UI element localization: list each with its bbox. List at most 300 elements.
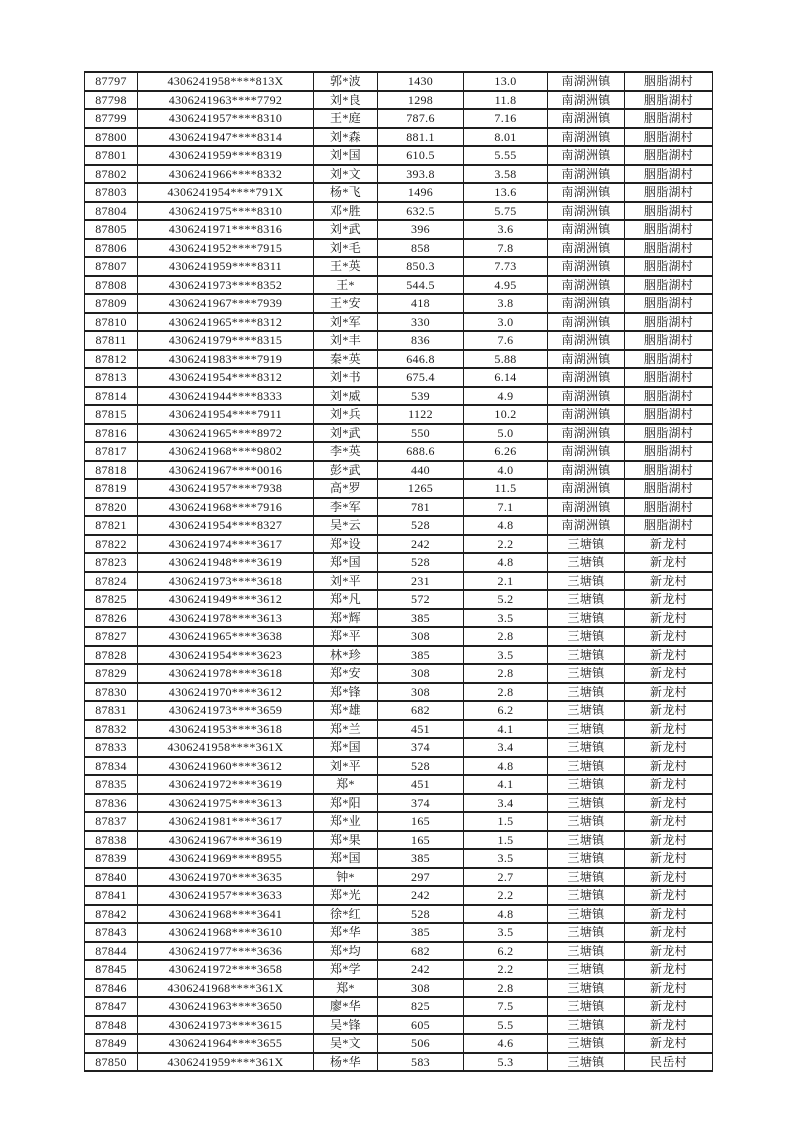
cell-name: 秦*英 [314, 350, 378, 369]
cell-percent: 6.2 [464, 701, 548, 720]
cell-percent: 5.75 [464, 202, 548, 221]
cell-serial: 87830 [85, 683, 138, 702]
cell-village: 胭脂湖村 [625, 516, 713, 535]
cell-serial: 87815 [85, 405, 138, 424]
cell-town: 南湖洲镇 [548, 239, 625, 258]
cell-name: 吴*云 [314, 516, 378, 535]
cell-village: 新龙村 [625, 720, 713, 739]
cell-village: 胭脂湖村 [625, 183, 713, 202]
cell-village: 新龙村 [625, 905, 713, 924]
cell-percent: 7.1 [464, 498, 548, 517]
cell-id-number: 4306241970****3635 [138, 868, 314, 887]
cell-village: 胭脂湖村 [625, 350, 713, 369]
cell-name: 郑*果 [314, 831, 378, 850]
cell-town: 南湖洲镇 [548, 498, 625, 517]
table-row [85, 609, 713, 628]
cell-village: 胭脂湖村 [625, 239, 713, 258]
cell-village: 胭脂湖村 [625, 165, 713, 184]
cell-amount: 165 [378, 812, 464, 831]
cell-amount: 418 [378, 294, 464, 313]
cell-percent: 1.5 [464, 812, 548, 831]
cell-amount: 1430 [378, 72, 464, 91]
cell-percent: 4.1 [464, 720, 548, 739]
cell-serial: 87814 [85, 387, 138, 406]
table-row [85, 1016, 713, 1035]
cell-serial: 87810 [85, 313, 138, 332]
cell-percent: 5.55 [464, 146, 548, 165]
cell-town: 三塘镇 [548, 979, 625, 998]
cell-amount: 374 [378, 738, 464, 757]
cell-amount: 610.5 [378, 146, 464, 165]
table-row [85, 313, 713, 332]
cell-amount: 165 [378, 831, 464, 850]
cell-id-number: 4306241954****791X [138, 183, 314, 202]
cell-percent: 4.95 [464, 276, 548, 295]
cell-town: 南湖洲镇 [548, 516, 625, 535]
cell-town: 南湖洲镇 [548, 109, 625, 128]
cell-id-number: 4306241967****0016 [138, 461, 314, 480]
cell-amount: 242 [378, 960, 464, 979]
cell-amount: 528 [378, 516, 464, 535]
cell-amount: 858 [378, 239, 464, 258]
cell-name: 吴*锋 [314, 1016, 378, 1035]
cell-percent: 5.2 [464, 590, 548, 609]
cell-town: 三塘镇 [548, 609, 625, 628]
cell-amount: 385 [378, 923, 464, 942]
cell-percent: 4.8 [464, 553, 548, 572]
cell-amount: 528 [378, 905, 464, 924]
cell-name: 林*珍 [314, 646, 378, 665]
cell-village: 新龙村 [625, 590, 713, 609]
table-row [85, 775, 713, 794]
cell-town: 三塘镇 [548, 701, 625, 720]
cell-name: 刘*武 [314, 220, 378, 239]
table-row [85, 979, 713, 998]
cell-id-number: 4306241963****3650 [138, 997, 314, 1016]
table-row [85, 461, 713, 480]
cell-town: 南湖洲镇 [548, 442, 625, 461]
cell-serial: 87813 [85, 368, 138, 387]
cell-amount: 646.8 [378, 350, 464, 369]
cell-name: 刘*森 [314, 128, 378, 147]
table-row [85, 91, 713, 110]
cell-village: 胭脂湖村 [625, 424, 713, 443]
cell-name: 郑* [314, 979, 378, 998]
cell-name: 王*英 [314, 257, 378, 276]
cell-id-number: 4306241947****8314 [138, 128, 314, 147]
cell-village: 新龙村 [625, 849, 713, 868]
table-row [85, 757, 713, 776]
cell-percent: 11.8 [464, 91, 548, 110]
cell-id-number: 4306241972****3658 [138, 960, 314, 979]
cell-serial: 87841 [85, 886, 138, 905]
cell-village: 胭脂湖村 [625, 368, 713, 387]
table-row [85, 997, 713, 1016]
cell-amount: 1122 [378, 405, 464, 424]
cell-id-number: 4306241954****8327 [138, 516, 314, 535]
cell-village: 胭脂湖村 [625, 128, 713, 147]
cell-percent: 2.8 [464, 664, 548, 683]
cell-name: 刘*平 [314, 572, 378, 591]
cell-id-number: 4306241977****3636 [138, 942, 314, 961]
cell-town: 南湖洲镇 [548, 165, 625, 184]
cell-percent: 7.8 [464, 239, 548, 258]
cell-name: 郑*凡 [314, 590, 378, 609]
cell-id-number: 4306241968****3610 [138, 923, 314, 942]
cell-amount: 605 [378, 1016, 464, 1035]
cell-id-number: 4306241975****3613 [138, 794, 314, 813]
cell-id-number: 4306241948****3619 [138, 553, 314, 572]
cell-village: 胭脂湖村 [625, 405, 713, 424]
cell-percent: 4.8 [464, 905, 548, 924]
cell-town: 南湖洲镇 [548, 202, 625, 221]
table-row [85, 239, 713, 258]
table-row [85, 405, 713, 424]
cell-amount: 850.3 [378, 257, 464, 276]
cell-name: 吴*文 [314, 1034, 378, 1053]
cell-amount: 572 [378, 590, 464, 609]
cell-serial: 87816 [85, 424, 138, 443]
cell-name: 刘*军 [314, 313, 378, 332]
cell-serial: 87806 [85, 239, 138, 258]
table-row [85, 183, 713, 202]
cell-id-number: 4306241958****361X [138, 738, 314, 757]
cell-name: 郑*锋 [314, 683, 378, 702]
cell-percent: 3.5 [464, 609, 548, 628]
cell-id-number: 4306241949****3612 [138, 590, 314, 609]
cell-serial: 87809 [85, 294, 138, 313]
cell-village: 新龙村 [625, 1034, 713, 1053]
cell-village: 新龙村 [625, 868, 713, 887]
cell-town: 三塘镇 [548, 923, 625, 942]
cell-percent: 2.8 [464, 683, 548, 702]
cell-village: 新龙村 [625, 960, 713, 979]
cell-percent: 4.6 [464, 1034, 548, 1053]
table-row [85, 683, 713, 702]
cell-amount: 242 [378, 535, 464, 554]
cell-amount: 881.1 [378, 128, 464, 147]
cell-id-number: 4306241952****7915 [138, 239, 314, 258]
cell-town: 三塘镇 [548, 720, 625, 739]
cell-amount: 385 [378, 609, 464, 628]
cell-percent: 10.2 [464, 405, 548, 424]
cell-name: 郑*雄 [314, 701, 378, 720]
cell-name: 李*军 [314, 498, 378, 517]
cell-amount: 385 [378, 646, 464, 665]
cell-id-number: 4306241959****361X [138, 1053, 314, 1072]
cell-name: 刘*威 [314, 387, 378, 406]
table-row [85, 942, 713, 961]
cell-town: 三塘镇 [548, 627, 625, 646]
table-row [85, 220, 713, 239]
table-row [85, 516, 713, 535]
cell-percent: 2.8 [464, 627, 548, 646]
cell-town: 南湖洲镇 [548, 368, 625, 387]
table-row [85, 553, 713, 572]
cell-serial: 87803 [85, 183, 138, 202]
cell-name: 刘*平 [314, 757, 378, 776]
cell-serial: 87824 [85, 572, 138, 591]
cell-town: 南湖洲镇 [548, 276, 625, 295]
cell-id-number: 4306241968****3641 [138, 905, 314, 924]
cell-name: 郑*光 [314, 886, 378, 905]
cell-id-number: 4306241968****7916 [138, 498, 314, 517]
cell-name: 郑*国 [314, 738, 378, 757]
cell-name: 高*罗 [314, 479, 378, 498]
cell-percent: 3.6 [464, 220, 548, 239]
cell-amount: 374 [378, 794, 464, 813]
cell-id-number: 4306241973****8352 [138, 276, 314, 295]
cell-amount: 682 [378, 701, 464, 720]
cell-serial: 87817 [85, 442, 138, 461]
cell-name: 王*庭 [314, 109, 378, 128]
table-row [85, 276, 713, 295]
cell-id-number: 4306241978****3618 [138, 664, 314, 683]
cell-percent: 2.2 [464, 535, 548, 554]
cell-percent: 2.2 [464, 960, 548, 979]
table-row [85, 331, 713, 350]
cell-serial: 87821 [85, 516, 138, 535]
cell-id-number: 4306241973****3615 [138, 1016, 314, 1035]
cell-amount: 781 [378, 498, 464, 517]
cell-serial: 87838 [85, 831, 138, 850]
cell-village: 新龙村 [625, 997, 713, 1016]
cell-id-number: 4306241963****7792 [138, 91, 314, 110]
cell-town: 南湖洲镇 [548, 479, 625, 498]
cell-percent: 7.73 [464, 257, 548, 276]
cell-serial: 87797 [85, 72, 138, 91]
cell-name: 郑*业 [314, 812, 378, 831]
cell-serial: 87836 [85, 794, 138, 813]
cell-name: 郑*安 [314, 664, 378, 683]
cell-village: 胭脂湖村 [625, 442, 713, 461]
cell-town: 南湖洲镇 [548, 72, 625, 91]
cell-id-number: 4306241944****8333 [138, 387, 314, 406]
cell-id-number: 4306241969****8955 [138, 849, 314, 868]
cell-serial: 87812 [85, 350, 138, 369]
cell-village: 新龙村 [625, 979, 713, 998]
table-row [85, 424, 713, 443]
cell-name: 刘*毛 [314, 239, 378, 258]
cell-serial: 87828 [85, 646, 138, 665]
cell-name: 邓*胜 [314, 202, 378, 221]
cell-percent: 3.5 [464, 849, 548, 868]
cell-town: 南湖洲镇 [548, 128, 625, 147]
cell-name: 郑*设 [314, 535, 378, 554]
cell-serial: 87826 [85, 609, 138, 628]
cell-town: 南湖洲镇 [548, 350, 625, 369]
cell-name: 刘*良 [314, 91, 378, 110]
cell-amount: 506 [378, 1034, 464, 1053]
table-row [85, 627, 713, 646]
cell-town: 三塘镇 [548, 905, 625, 924]
cell-name: 郑*辉 [314, 609, 378, 628]
cell-name: 杨*飞 [314, 183, 378, 202]
table-row [85, 498, 713, 517]
cell-id-number: 4306241954****7911 [138, 405, 314, 424]
cell-id-number: 4306241954****3623 [138, 646, 314, 665]
cell-amount: 787.6 [378, 109, 464, 128]
cell-serial: 87843 [85, 923, 138, 942]
cell-amount: 1265 [378, 479, 464, 498]
table-row [85, 572, 713, 591]
cell-village: 新龙村 [625, 683, 713, 702]
cell-id-number: 4306241954****8312 [138, 368, 314, 387]
cell-serial: 87825 [85, 590, 138, 609]
cell-id-number: 4306241953****3618 [138, 720, 314, 739]
cell-percent: 8.01 [464, 128, 548, 147]
cell-percent: 5.5 [464, 1016, 548, 1035]
table-row [85, 664, 713, 683]
cell-serial: 87850 [85, 1053, 138, 1072]
table-row [85, 442, 713, 461]
cell-serial: 87823 [85, 553, 138, 572]
table-row [85, 831, 713, 850]
cell-percent: 4.1 [464, 775, 548, 794]
cell-town: 三塘镇 [548, 960, 625, 979]
cell-percent: 7.5 [464, 997, 548, 1016]
cell-village: 新龙村 [625, 664, 713, 683]
cell-name: 郑*国 [314, 553, 378, 572]
cell-name: 郑* [314, 775, 378, 794]
cell-serial: 87849 [85, 1034, 138, 1053]
cell-name: 刘*书 [314, 368, 378, 387]
cell-amount: 308 [378, 683, 464, 702]
cell-amount: 308 [378, 664, 464, 683]
cell-serial: 87822 [85, 535, 138, 554]
cell-village: 胭脂湖村 [625, 202, 713, 221]
cell-amount: 308 [378, 627, 464, 646]
cell-town: 三塘镇 [548, 590, 625, 609]
cell-village: 新龙村 [625, 886, 713, 905]
cell-id-number: 4306241974****3617 [138, 535, 314, 554]
cell-name: 郑*华 [314, 923, 378, 942]
cell-name: 郑*国 [314, 849, 378, 868]
cell-village: 胭脂湖村 [625, 91, 713, 110]
cell-serial: 87807 [85, 257, 138, 276]
cell-name: 刘*兵 [314, 405, 378, 424]
cell-percent: 5.3 [464, 1053, 548, 1072]
cell-percent: 4.9 [464, 387, 548, 406]
cell-name: 钟* [314, 868, 378, 887]
cell-village: 新龙村 [625, 1016, 713, 1035]
cell-percent: 13.0 [464, 72, 548, 91]
cell-serial: 87847 [85, 997, 138, 1016]
cell-amount: 242 [378, 886, 464, 905]
cell-serial: 87829 [85, 664, 138, 683]
cell-serial: 87844 [85, 942, 138, 961]
cell-name: 王*安 [314, 294, 378, 313]
cell-id-number: 4306241968****9802 [138, 442, 314, 461]
cell-town: 三塘镇 [548, 831, 625, 850]
cell-village: 新龙村 [625, 923, 713, 942]
cell-name: 王* [314, 276, 378, 295]
cell-amount: 451 [378, 720, 464, 739]
cell-id-number: 4306241983****7919 [138, 350, 314, 369]
cell-amount: 451 [378, 775, 464, 794]
cell-town: 三塘镇 [548, 646, 625, 665]
cell-serial: 87820 [85, 498, 138, 517]
cell-town: 南湖洲镇 [548, 146, 625, 165]
cell-village: 胭脂湖村 [625, 294, 713, 313]
cell-village: 胭脂湖村 [625, 109, 713, 128]
cell-percent: 1.5 [464, 831, 548, 850]
cell-amount: 393.8 [378, 165, 464, 184]
cell-id-number: 4306241967****7939 [138, 294, 314, 313]
cell-id-number: 4306241971****8316 [138, 220, 314, 239]
cell-amount: 825 [378, 997, 464, 1016]
cell-village: 新龙村 [625, 553, 713, 572]
cell-village: 新龙村 [625, 812, 713, 831]
cell-serial: 87835 [85, 775, 138, 794]
cell-id-number: 4306241968****361X [138, 979, 314, 998]
cell-percent: 2.8 [464, 979, 548, 998]
table-row [85, 960, 713, 979]
cell-town: 三塘镇 [548, 683, 625, 702]
cell-id-number: 4306241965****8312 [138, 313, 314, 332]
table-row [85, 794, 713, 813]
cell-name: 杨*华 [314, 1053, 378, 1072]
cell-percent: 4.8 [464, 757, 548, 776]
table-row [85, 812, 713, 831]
cell-serial: 87840 [85, 868, 138, 887]
cell-village: 新龙村 [625, 646, 713, 665]
cell-amount: 539 [378, 387, 464, 406]
cell-id-number: 4306241972****3619 [138, 775, 314, 794]
cell-serial: 87800 [85, 128, 138, 147]
cell-amount: 544.5 [378, 276, 464, 295]
cell-town: 三塘镇 [548, 1053, 625, 1072]
table-row [85, 701, 713, 720]
cell-name: 刘*武 [314, 424, 378, 443]
cell-name: 徐*红 [314, 905, 378, 924]
cell-town: 三塘镇 [548, 1016, 625, 1035]
cell-percent: 6.14 [464, 368, 548, 387]
cell-amount: 385 [378, 849, 464, 868]
cell-percent: 3.5 [464, 646, 548, 665]
cell-percent: 5.0 [464, 424, 548, 443]
table-row [85, 109, 713, 128]
cell-amount: 836 [378, 331, 464, 350]
cell-town: 三塘镇 [548, 1034, 625, 1053]
cell-serial: 87842 [85, 905, 138, 924]
cell-town: 南湖洲镇 [548, 183, 625, 202]
records-table [84, 71, 713, 1072]
cell-town: 三塘镇 [548, 794, 625, 813]
cell-name: 李*英 [314, 442, 378, 461]
cell-serial: 87833 [85, 738, 138, 757]
cell-id-number: 4306241959****8319 [138, 146, 314, 165]
cell-town: 三塘镇 [548, 572, 625, 591]
cell-village: 新龙村 [625, 609, 713, 628]
cell-name: 廖*华 [314, 997, 378, 1016]
cell-village: 新龙村 [625, 775, 713, 794]
cell-town: 三塘镇 [548, 997, 625, 1016]
cell-percent: 11.5 [464, 479, 548, 498]
cell-percent: 3.4 [464, 794, 548, 813]
cell-village: 胭脂湖村 [625, 331, 713, 350]
cell-town: 三塘镇 [548, 849, 625, 868]
table-row [85, 257, 713, 276]
cell-percent: 6.2 [464, 942, 548, 961]
cell-village: 胭脂湖村 [625, 276, 713, 295]
cell-serial: 87818 [85, 461, 138, 480]
cell-town: 三塘镇 [548, 738, 625, 757]
cell-amount: 583 [378, 1053, 464, 1072]
cell-percent: 5.88 [464, 350, 548, 369]
cell-id-number: 4306241957****7938 [138, 479, 314, 498]
cell-serial: 87834 [85, 757, 138, 776]
